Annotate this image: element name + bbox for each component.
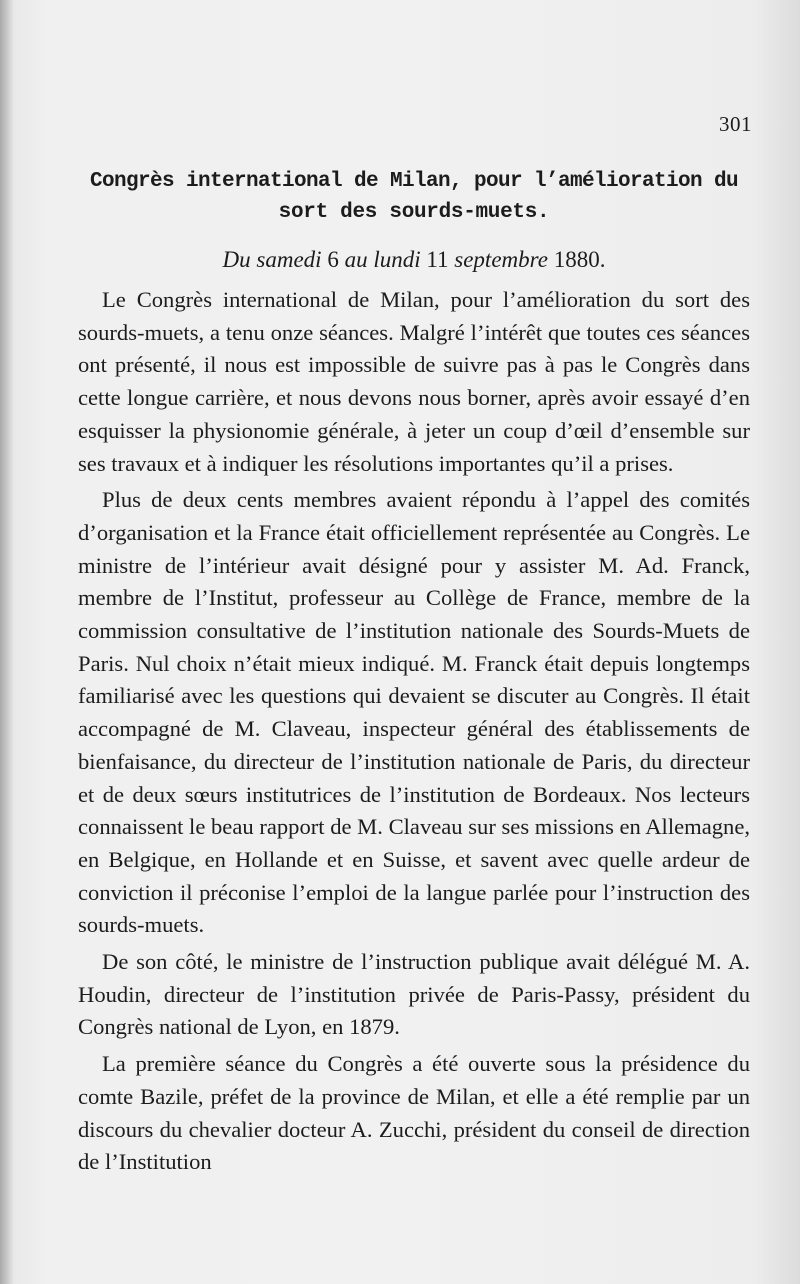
dateline-italic-2: au lundi (344, 247, 421, 272)
paragraph-2: Plus de deux cents membres avaient répondu à l’appel des comités d’organisation et la France était officiellement représentée au Congrès. Le ministre de l’intérieur avait désigné pour y assister M. Ad. Franck, membre de l’Institut, professeur au Collège de France, membre de la commission consultative de l’institution nationale des Sourds-Muets de Paris. Nul choix n’était mieux indiqué. M. Franck était depuis longtemps familiarisé avec les questions qui devaient se discuter au Congrès. Il était accompagné de M. Claveau, inspecteur général des établissements de bienfaisance, du directeur de l’institution nationale de Paris, du directeur et de deux sœurs institutrices de l’institution de Bordeaux. Nos lecteurs connaissent le beau rapport de M. Claveau sur ses missions en Allemagne, en Belgique, en Hollande et en Suisse, et savent avec quelle ardeur de conviction il préconise l’emploi de la langue parlée pour l’instruction des sourds-muets. (78, 487, 751, 938)
dateline-day-start: 6 (321, 247, 345, 272)
article-body (78, 284, 750, 1183)
article-dateline (74, 246, 754, 274)
paragraph-3: De son côté, le ministre de l’instruction publique avait délégué M. A. Houdin, directeur de l’institution privée de Paris-Passy, président du Congrès national de Lyon, en 1879. (78, 949, 750, 1040)
page-number: 301 (719, 112, 752, 136)
paragraph-1: Le Congrès international de Milan, pour l’amélioration du sort des sourds-muets, a tenu onze séances. Malgré l’intérêt que toutes ces séances ont présenté, il nous est impossible de suivre pas à pas le Congrès dans cette longue carrière, et nous devons nous borner, après avoir essayé d’en esquisser la physionomie générale, à jeter un coup d’œil d’ensemble sur ses travaux et à indiquer les résolutions importantes qu’il a prises. (78, 287, 750, 476)
dateline-italic-1: Du samedi (222, 247, 322, 272)
dateline-day-end: 11 (420, 247, 455, 272)
dateline-month: septembre (454, 247, 548, 272)
article-title (74, 166, 754, 228)
article-title-line-1: Congrès international de Milan, pour l’amélioration du (89, 170, 739, 193)
article-title-line-2: sort des sourds-muets. (278, 201, 550, 224)
paragraph-4: La première séance du Congrès a été ouverte sous la présidence du comte Bazile, préfet de la province de Milan, et elle a été remplie par un discours du chevalier docteur A. Zucchi, président du conseil de direction de l’Institution (78, 1051, 750, 1175)
dateline-year: 1880. (547, 247, 606, 272)
page-gutter-shadow (0, 0, 14, 1284)
